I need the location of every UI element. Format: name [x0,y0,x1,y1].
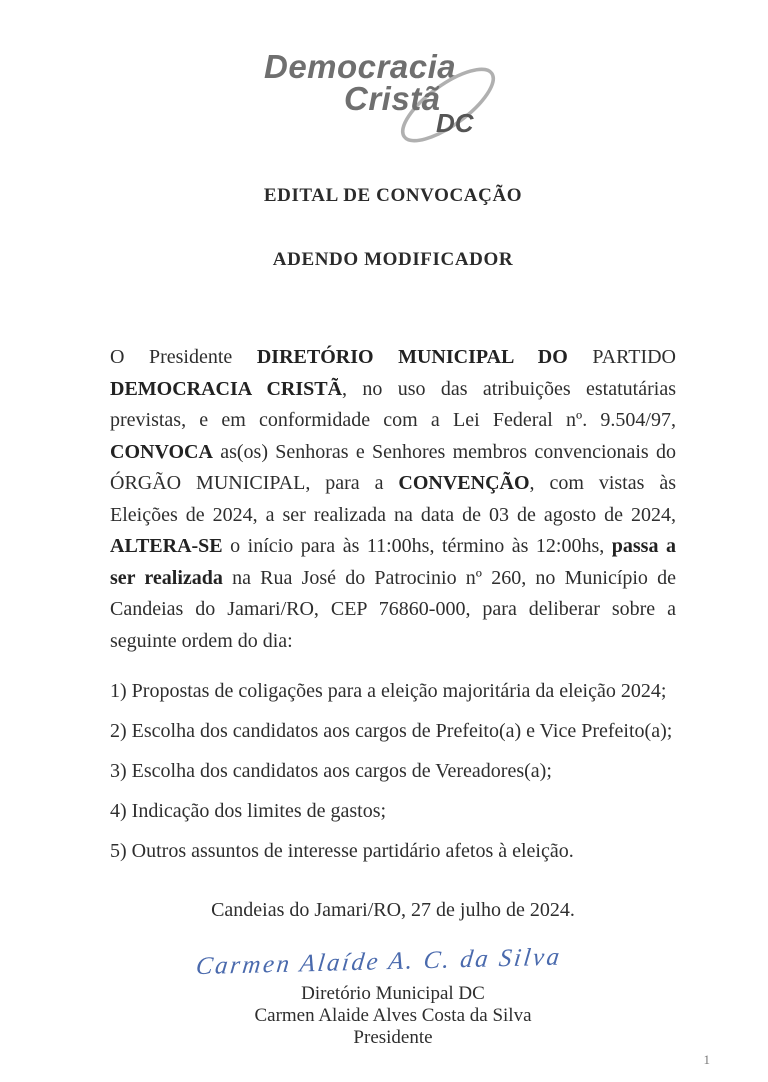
signature-block [0,945,768,1049]
document-title: EDITAL DE CONVOCAÇÃO [263,185,523,206]
signature-name: Carmen Alaide Alves Costa da Silva [254,1005,532,1026]
logo-text-democracia: Democracia [264,48,457,85]
document-page [0,48,768,1082]
page-number: 1 [703,1052,710,1067]
agenda-item-1: 1) Propostas de coligações para a eleição majoritária da eleição 2024; [110,680,667,702]
document-subtitle: ADENDO MODIFICADOR [272,249,514,270]
agenda-list [0,677,768,865]
logo-badge-dc: DC [436,108,474,138]
handwritten-signature: Carmen Alaíde A. C. da Silva [194,943,564,981]
signature-role: Presidente [353,1027,433,1048]
agenda-item-4: 4) Indicação dos limites de gastos; [110,800,387,822]
party-logo [264,48,504,148]
signature-org: Diretório Municipal DC [301,983,485,1004]
dateline: Candeias do Jamari/RO, 27 de julho de 2024. [211,899,575,921]
agenda-item-3: 3) Escolha dos candidatos aos cargos de Vereadores(a); [110,760,552,782]
logo-text-crista: Cristã [344,80,441,117]
agenda-item-2: 2) Escolha dos candidatos aos cargos de Prefeito(a) e Vice Prefeito(a); [110,720,673,742]
agenda-item-5: 5) Outros assuntos de interesse partidário afetos à eleição. [110,840,574,862]
body-paragraph: O Presidente DIRETÓRIO MUNICIPAL DO PARTIDO DEMOCRACIA CRISTÃ, no uso das atribuições estatutárias previstas, e em conformidade com a Lei Federal nº. 9.504/97, CONVOCA as(os) Senhoras e Senhores membros convencionais do ÓRGÃO MUNICIPAL, para a CONVENÇÃO, com vistas às Eleições de 2024, a ser realizada na data de 03 de agosto de 2024, ALTERA-SE o início para às 11:00hs, término às 12:00hs, passa a ser realizada na Rua José do Patrocinio nº 260, no Município de Candeias do Jamari/RO, CEP 76860-000, para deliberar sobre a seguinte ordem do dia: [110,346,677,652]
